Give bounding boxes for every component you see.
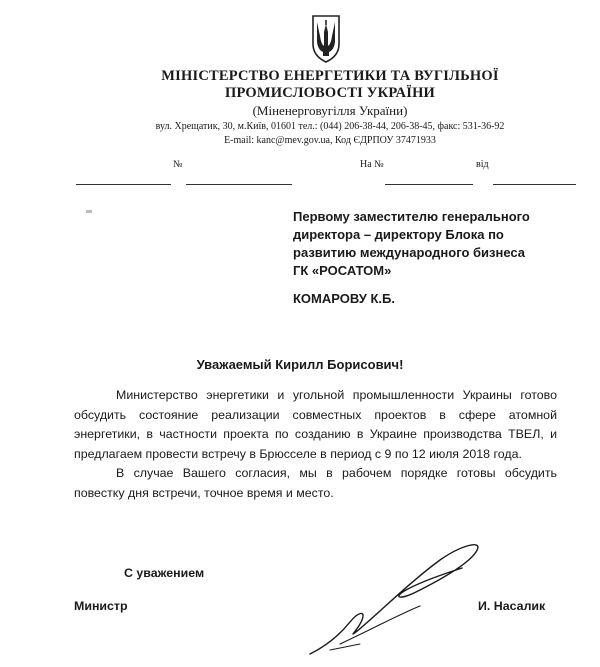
salutation: Уважаемый Кирилл Борисович! [196,357,404,372]
ministry-email: E-mail: kanc@mev.gov.ua, Код ЄДРПОУ 37471933 [224,135,436,146]
from-date-line [493,170,576,185]
body-paragraph-2: В случае Вашего согласия, мы в рабочем порядке готовы обсудить повестку дня встречи, точное время и место. [74,466,557,500]
scan-mark [86,210,92,213]
closing-phrase: С уважением [124,566,205,580]
outgoing-number-line [186,170,292,185]
addressee-line2: директора – директору Блока по [293,227,504,242]
addressee-line1: Первому заместителю генерального [293,209,530,224]
addressee-line4: ГК «РОСАТОМ» [293,263,392,278]
from-date-label: від [476,159,489,170]
addressee-line3: развитию международного бизнеса [293,245,526,260]
signer-name: И. Насалик [478,599,546,613]
ukrainian-trident-icon [309,10,343,64]
addressee-block [293,208,583,280]
ministry-name-line2: ПРОМИСЛОВОСТІ УКРАЇНИ [224,85,436,101]
outgoing-number-label: № [173,159,183,170]
ministry-short-name: (Міненерговугілля України) [252,103,408,118]
outgoing-date-line [76,170,171,185]
body-paragraph-1: Министерство энергетики и угольной промышленности Украины готово обсудить состояние реализации совместных проектов в сфере атомной энергетики, в частности проекта по созданию в Украине производства ТВЕЛ, и предлагаем провести встречу в Брюсселе в период с 9 по 12 июля 2018 года. [74,388,557,461]
ministry-address: вул. Хрещатик, 30, м.Київ, 01601 тел.: (044) 206-38-44, 206-38-45, факс: 531-36-92 [155,121,505,132]
in-reply-label: На № [360,159,384,170]
in-reply-number-line [385,170,473,185]
ministry-name-line1: МІНІСТЕРСТВО ЕНЕРГЕТИКИ ТА ВУГІЛЬНОЇ [161,68,499,84]
handwritten-signature-icon [300,532,490,662]
letter-body [74,386,557,503]
signer-title: Министр [74,599,128,613]
ministry-name [120,68,540,102]
addressee-name: КОМАРОВУ К.Б. [293,291,395,306]
